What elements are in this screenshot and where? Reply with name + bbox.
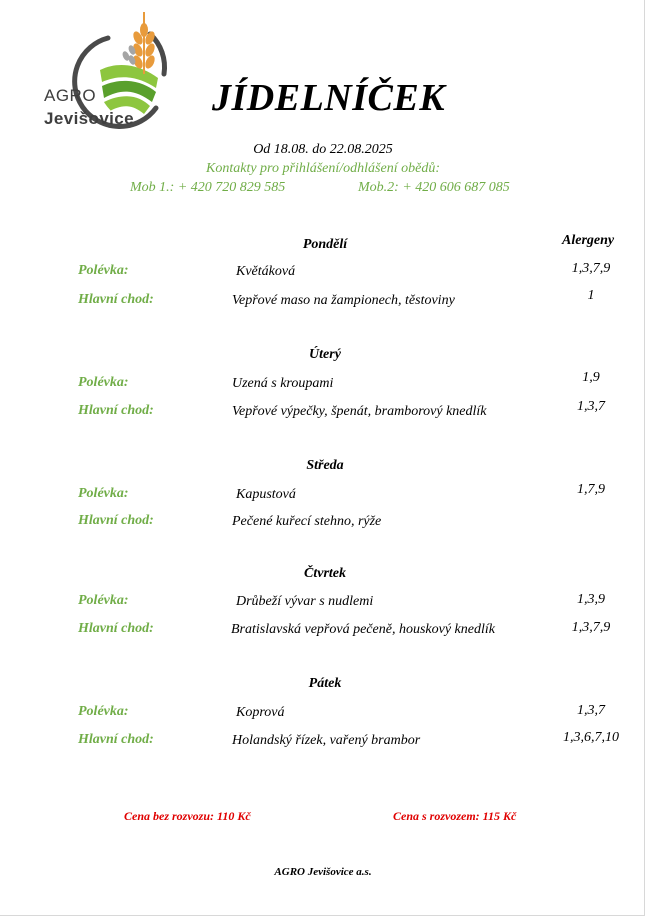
soup-allergens: 1,7,9 xyxy=(577,482,605,497)
soup-label: Polévka: xyxy=(78,593,129,608)
soup-label: Polévka: xyxy=(78,263,129,278)
soup-name: Uzená s kroupami xyxy=(232,376,334,391)
main-course-name: Pečené kuřecí stehno, rýže xyxy=(232,514,382,529)
main-course-allergens: 1,3,7 xyxy=(577,399,605,414)
main-course-name: Bratislavská vepřová pečeně, houskový knedlík xyxy=(231,622,495,637)
day-name: Pondělí xyxy=(302,237,348,252)
day-section-friday xyxy=(0,676,646,771)
soup-allergens: 1,9 xyxy=(582,370,600,385)
main-course-label: Hlavní chod: xyxy=(78,621,154,636)
allergens-header: Alergeny xyxy=(562,233,615,248)
main-course-name: Holandský řízek, vařený brambor xyxy=(232,733,421,748)
price-with-delivery: Cena s rozvozem: 115 Kč xyxy=(393,809,517,823)
main-course-allergens: 1,3,6,7,10 xyxy=(563,730,619,745)
mobile-number-1: Mob 1.: + 420 720 829 585 xyxy=(130,180,286,195)
mobile-number-2: Mob.2: + 420 606 687 085 xyxy=(358,180,510,195)
soup-name: Drůbeží vývar s nudlemi xyxy=(236,594,374,609)
main-course-name: Vepřové maso na žampionech, těstoviny xyxy=(232,293,455,308)
soup-allergens: 1,3,7 xyxy=(577,703,605,718)
soup-name: Květáková xyxy=(236,264,296,279)
logo-text-agro: AGRO xyxy=(44,86,97,105)
main-course-label: Hlavní chod: xyxy=(78,513,154,528)
day-name: Středa xyxy=(306,458,344,473)
day-name: Pátek xyxy=(308,676,342,691)
soup-allergens: 1,3,9 xyxy=(577,592,605,607)
main-course-label: Hlavní chod: xyxy=(78,732,154,747)
main-course-allergens: 1 xyxy=(587,288,595,303)
footer-company-name: AGRO Jevišovice a.s. xyxy=(274,866,372,878)
main-course-allergens: 1,3,7,9 xyxy=(571,620,611,635)
day-name: Úterý xyxy=(309,347,341,362)
soup-label: Polévka: xyxy=(78,375,129,390)
day-section-wednesday xyxy=(0,458,646,553)
soup-name: Kapustová xyxy=(236,487,296,502)
day-name: Čtvrtek xyxy=(304,566,346,581)
price-without-delivery: Cena bez rozvozu: 110 Kč xyxy=(124,809,251,823)
day-section-monday xyxy=(0,237,646,332)
date-range: Od 18.08. do 22.08.2025 xyxy=(253,142,393,157)
soup-name: Koprová xyxy=(236,705,285,720)
page-title: JÍDELNÍČEK xyxy=(212,77,446,119)
main-course-name: Vepřové výpečky, špenát, bramborový knedlík xyxy=(232,404,487,419)
soup-label: Polévka: xyxy=(78,704,129,719)
company-logo xyxy=(38,8,170,132)
main-course-label: Hlavní chod: xyxy=(78,403,154,418)
day-section-thursday xyxy=(0,566,646,661)
soup-allergens: 1,3,7,9 xyxy=(571,261,611,276)
logo-text-jevisovice: Jevišovice xyxy=(44,109,135,128)
day-section-tuesday xyxy=(0,347,646,442)
soup-label: Polévka: xyxy=(78,486,129,501)
main-course-label: Hlavní chod: xyxy=(78,292,154,307)
contacts-heading: Kontakty pro přihlášení/odhlášení obědů: xyxy=(206,161,440,176)
